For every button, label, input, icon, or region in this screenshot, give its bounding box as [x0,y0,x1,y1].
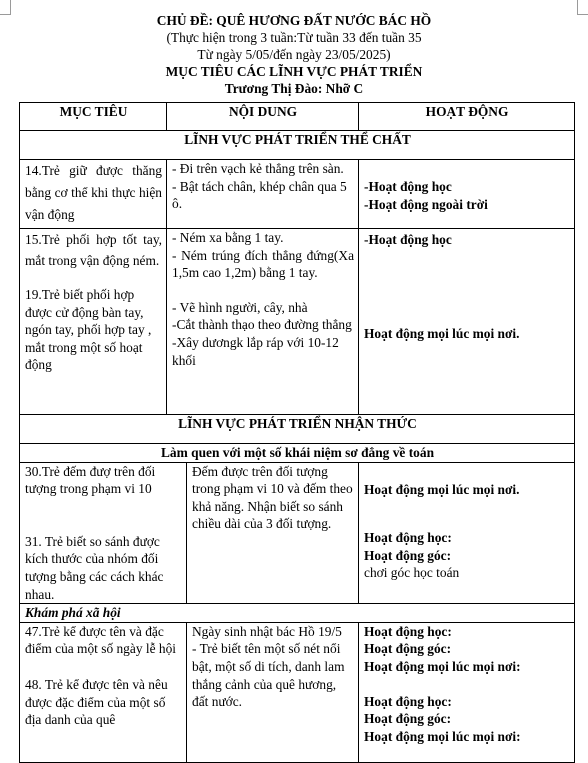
goal-text: 31. Trẻ biết so sánh được kích thước của nhóm đối tượng bằng các cách khác nhau. [25,533,164,602]
content-item: - Vẽ hình người, cây, nhà [172,299,308,315]
dates-line: Từ ngày 5/05/đến ngày 23/05/2025) [197,47,391,62]
document-header [0,12,588,97]
theme-title: CHỦ ĐỀ: QUÊ HƯƠNG ĐẤT NƯỚC BÁC HỒ [156,13,432,28]
section-physical-row [20,131,575,160]
activity-cell [359,622,575,762]
table-row [20,622,575,762]
content-cell [187,622,359,762]
content-item: - Đi trên vạch kẻ thẳng trên sàn. [172,161,344,176]
activity-item: Hoạt động mọi lúc mọi nơi: [364,658,521,674]
content-item: - Trẻ biết tên một số nét nổi bật, một số di tích, danh lam thắng cảnh của quê hương, đất nước. [192,641,345,710]
content-item: Ngày sinh nhật bác Hồ 19/5 [192,623,342,639]
activity-item: Hoạt động mọi lúc mọi nơi: [364,728,521,744]
table-row [20,229,575,415]
teacher-class: Trương Thị Đào: Nhỡ C [224,81,364,96]
goal-text: 15.Trẻ phối hợp tốt tay, mắt trong vận động ném. [25,232,162,268]
goal-cell [20,622,187,762]
subsection-math: Làm quen với một số khái niệm sơ đẳng về toán [20,444,575,463]
content-cell [187,462,359,604]
activity-item: Hoạt động học: [364,530,452,546]
goal-text: 48. Trẻ kể được tên và nêu được đặc điểm của một số địa danh của quê [25,676,168,728]
table-row [20,160,575,229]
content-cell [167,160,359,229]
activity-item: Hoạt động góc: [364,547,452,563]
table-header-row [20,103,575,131]
goals-subtitle: MỤC TIÊU CÁC LĨNH VỰC PHÁT TRIỂN [165,64,423,79]
table-row [20,462,575,604]
content-item: -Xây dươngk lắp ráp với 10-12 khối [172,334,339,368]
activity-item: chơi góc học toán [364,565,460,581]
content-item: -Cắt thành thạo theo đường thẳng [172,317,352,333]
subsection-social: Khám phá xã hội [20,604,575,623]
header-goal: MỤC TIÊU [20,103,167,131]
section-physical: LĨNH VỰC PHÁT TRIỂN THỂ CHẤT [20,131,575,160]
content-item: - Bật tách chân, khép chân qua 5 ô. [172,178,347,212]
activity-item: Hoạt động góc: [364,641,452,657]
content-text: Đếm được trên đối tượng trong phạm vi 10 và đếm theo khả năng. Nhận biết so sánh chiều dài của 3 đối tượng. [192,463,353,532]
goal-cell [20,160,167,229]
section-cognitive: LĨNH VỰC PHÁT TRIỂN NHẬN THỨC [20,415,575,444]
goal-text: 47.Trẻ kể được tên và đặc điểm của một số ngày lễ hội [25,623,176,657]
content-item: - Ném xa bằng 1 tay. [172,230,284,245]
content-cell [167,229,359,415]
header-content: NỘI DUNG [167,103,359,131]
section-cognitive-row [20,415,575,444]
content-item: - Ném trúng đích thẳng đứng(Xa 1,5m cao 1,2m) bằng 1 tay. [172,247,355,281]
goal-cell [20,462,187,604]
activity-item: Hoạt động học: [364,623,452,639]
activity-item: Hoạt động học: [364,693,452,709]
goal-text: 14.Trẻ giữ được thăng bằng cơ thể khi thực hiện vận động [25,163,162,222]
activity-item: Hoạt động mọi lúc mọi nơi. [364,325,520,341]
activity-item: -Hoạt động học [364,179,452,194]
activity-cell [359,229,575,415]
activity-cell [359,160,575,229]
goal-text: 30.Trẻ đếm đượ trên đối tượng trong phạm vi 10 [25,463,156,497]
goals-table [19,102,575,763]
duration-line: (Thực hiện trong 3 tuần:Từ tuần 33 đến tuần 35 [166,30,422,45]
activity-cell [359,462,575,604]
subsection-row [20,604,575,623]
header-activity: HOẠT ĐỘNG [359,103,575,131]
activity-item: Hoạt động góc: [364,711,452,727]
goal-cell [20,229,167,415]
subsection-row [20,444,575,463]
activity-item: -Hoạt động học [364,232,452,247]
activity-item: Hoạt động mọi lúc mọi nơi. [364,481,520,497]
goal-text: 19.Trẻ biết phối hợp được cử động bàn tay, ngón tay, phối hợp tay , mắt trong một số hoạt động [25,287,152,373]
activity-item: -Hoạt động ngoài trời [364,196,488,212]
